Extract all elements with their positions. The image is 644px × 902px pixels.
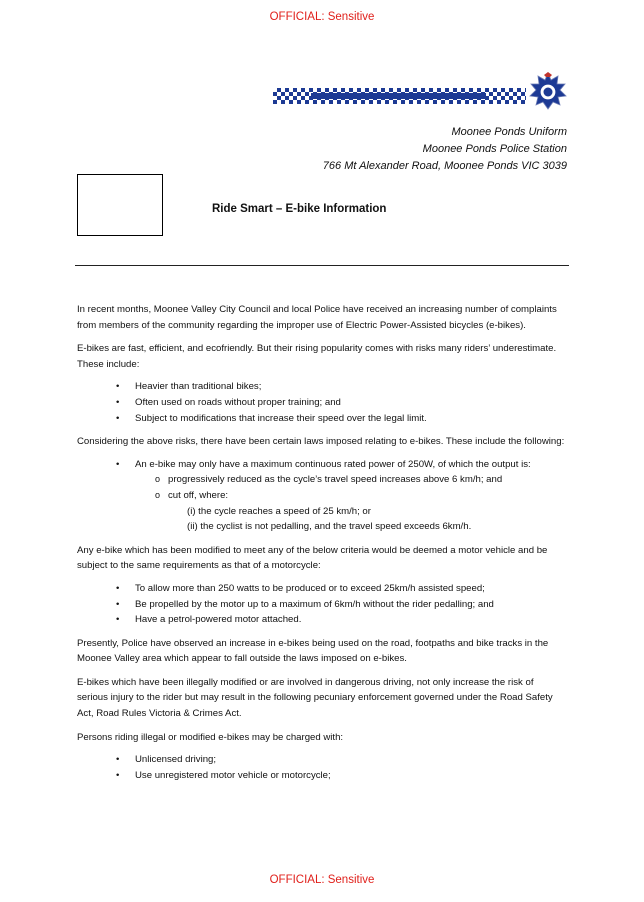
list-item: • Unlicensed driving; <box>77 752 565 768</box>
list-item: • Often used on roads without proper training; and <box>77 395 565 411</box>
modification-paragraph: Any e-bike which has been modified to meet any of the below criteria would be deemed a motor vehicle and be subject to the same requirements as that of a motorcycle: <box>77 544 548 572</box>
charges-paragraph: Persons riding illegal or modified e-bikes may be charged with: <box>77 731 344 743</box>
list-item: • Subject to modifications that increase their speed over the legal limit. <box>77 411 565 427</box>
cutoff-text: cut off, where: <box>168 489 229 501</box>
condition-item: (i) the cycle reaches a speed of 25 km/h; or <box>187 505 371 517</box>
classification-footer: OFFICIAL: Sensitive <box>269 874 375 886</box>
condition-item: (ii) the cyclist is not pedalling, and the travel speed exceeds 6km/h. <box>187 521 472 533</box>
power-sub-list <box>135 472 565 534</box>
address-line-station: Moonee Ponds Police Station <box>422 143 567 155</box>
modification-list <box>77 581 565 628</box>
police-band-strip <box>311 93 486 99</box>
intro-paragraph: In recent months, Moonee Valley City Council and local Police have received an increasing number of complaints from members of the community regarding the improper use of Electric Power-Assisted bicycles (e-bikes). <box>77 304 557 331</box>
sub-list-item <box>135 488 565 535</box>
cutoff-conditions <box>168 504 565 535</box>
station-address <box>323 124 567 175</box>
list-item: • Heavier than traditional bikes; <box>77 379 565 395</box>
laws-paragraph: Considering the above risks, there have been certain laws imposed relating to e-bikes. These include the following: <box>77 436 565 448</box>
police-checkerboard-band <box>273 88 526 104</box>
list-item <box>77 457 565 535</box>
blank-image-frame <box>77 174 163 236</box>
observation-paragraph: Presently, Police have observed an increase in e-bikes being used on the road, footpaths and bike tracks in the Moonee Valley area which appear to fall outside the laws imposed on e-bikes. <box>77 637 549 665</box>
classification-header: OFFICIAL: Sensitive <box>269 11 375 23</box>
list-item: • To allow more than 250 watts to be produced or to exceed 25km/h assisted speed; <box>77 581 565 597</box>
list-item: • Be propelled by the motor up to a maximum of 6km/h without the rider pedalling; and <box>77 597 565 613</box>
list-item: • Have a petrol-powered motor attached. <box>77 612 565 628</box>
document-body <box>77 302 565 791</box>
sub-list-item: o progressively reduced as the cycle’s travel speed increases above 6 km/h; and <box>135 472 565 488</box>
risks-paragraph: E-bikes are fast, efficient, and ecofriendly. But their rising popularity comes with risks many riders’ underestimate. These include: <box>77 343 557 370</box>
risks-list <box>77 379 565 426</box>
address-line-street: 766 Mt Alexander Road, Moonee Ponds VIC 3039 <box>322 160 567 172</box>
title-divider <box>75 265 569 266</box>
enforcement-paragraph: E-bikes which have been illegally modified or are involved in dangerous driving, not only increase the risk of serious injury to the rider but may result in the following pecuniary enforcement governed under the Road Safety Act, Road Rules Victoria & Crimes Act. <box>77 676 553 720</box>
power-rule-text: An e-bike may only have a maximum continuous rated power of 250W, of which the output is: <box>135 458 531 470</box>
victoria-police-star-icon <box>528 72 568 112</box>
charges-list <box>77 752 565 783</box>
laws-list <box>77 457 565 535</box>
address-line-unit: Moonee Ponds Uniform <box>451 126 567 138</box>
list-item: • Use unregistered motor vehicle or motorcycle; <box>77 768 565 784</box>
document-title: Ride Smart – E-bike Information <box>212 203 387 215</box>
